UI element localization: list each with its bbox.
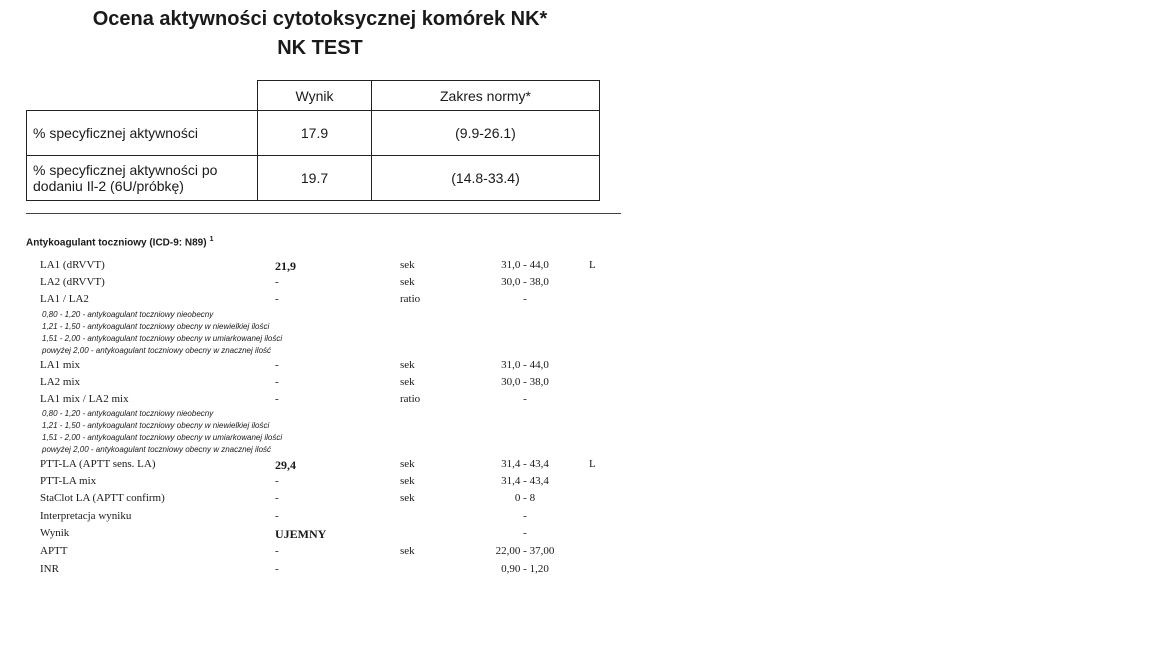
nk-header-range: Zakres normy* bbox=[372, 81, 600, 111]
test-value: 29,4 bbox=[275, 458, 296, 472]
test-name: LA2 (dRVVT) bbox=[40, 276, 105, 288]
test-range: - bbox=[523, 393, 527, 405]
nk-header-result: Wynik bbox=[258, 81, 372, 111]
test-name: PTT-LA (APTT sens. LA) bbox=[40, 458, 156, 470]
test-unit: sek bbox=[400, 376, 415, 388]
ratio-note: powyżej 2,00 - antykoagulant toczniowy obecny w znacznej ilość bbox=[42, 445, 272, 454]
test-value: - bbox=[275, 563, 279, 575]
test-name: Interpretacja wyniku bbox=[40, 510, 132, 522]
table-row bbox=[0, 492, 640, 506]
test-unit: sek bbox=[400, 458, 415, 470]
test-name: PTT-LA mix bbox=[40, 475, 97, 487]
nk-row-range: (9.9-26.1) bbox=[372, 111, 600, 156]
ratio-note: powyżej 2,00 - antykoagulant toczniowy obecny w znacznej ilość bbox=[42, 346, 272, 355]
test-value: - bbox=[275, 492, 279, 504]
footnote-marker: 1 bbox=[209, 236, 214, 243]
test-range: - bbox=[523, 510, 527, 522]
test-name: LA1 / LA2 bbox=[40, 293, 89, 305]
nk-row-value: 17.9 bbox=[258, 111, 372, 156]
test-flag: L bbox=[589, 458, 596, 470]
test-name: INR bbox=[40, 563, 59, 575]
table-row bbox=[0, 475, 640, 489]
test-name: Wynik bbox=[40, 527, 70, 539]
nk-row-value: 19.7 bbox=[258, 156, 372, 201]
test-unit: sek bbox=[400, 359, 415, 371]
test-value: - bbox=[275, 510, 279, 522]
test-value: UJEMNY bbox=[275, 527, 327, 541]
test-value: - bbox=[275, 393, 279, 405]
test-name: LA1 (dRVVT) bbox=[40, 259, 105, 271]
test-range: 30,0 - 38,0 bbox=[501, 276, 549, 288]
page-subtitle: NK TEST bbox=[277, 37, 363, 59]
test-unit: sek bbox=[400, 259, 415, 271]
test-value: - bbox=[275, 276, 279, 288]
table-row bbox=[0, 293, 640, 307]
table-row bbox=[0, 359, 640, 373]
test-range: - bbox=[523, 293, 527, 305]
test-value: - bbox=[275, 545, 279, 557]
test-name: APTT bbox=[40, 545, 68, 557]
test-flag: L bbox=[589, 259, 596, 271]
table-row bbox=[0, 259, 640, 273]
test-name: LA1 mix bbox=[40, 359, 81, 371]
test-value: - bbox=[275, 376, 279, 388]
table-row bbox=[0, 276, 640, 290]
test-unit: sek bbox=[400, 545, 415, 557]
test-range: 22,00 - 37,00 bbox=[495, 545, 555, 557]
test-range: 30,0 - 38,0 bbox=[501, 376, 549, 388]
test-range: 31,4 - 43,4 bbox=[501, 458, 549, 470]
ratio-note: 1,51 - 2,00 - antykoagulant toczniowy obecny w umiarkowanej ilości bbox=[42, 433, 283, 442]
ratio-note: 0,80 - 1,20 - antykoagulant toczniowy nieobecny bbox=[42, 310, 214, 319]
table-row bbox=[0, 376, 640, 390]
test-range: 31,0 - 44,0 bbox=[501, 359, 549, 371]
test-unit: ratio bbox=[400, 393, 421, 405]
test-value: - bbox=[275, 475, 279, 487]
ratio-note: 0,80 - 1,20 - antykoagulant toczniowy nieobecny bbox=[42, 409, 214, 418]
ratio-note: 1,21 - 1,50 - antykoagulant toczniowy obecny w niewielkiej ilości bbox=[42, 322, 270, 331]
test-value: - bbox=[275, 293, 279, 305]
ratio-note: 1,21 - 1,50 - antykoagulant toczniowy obecny w niewielkiej ilości bbox=[42, 421, 270, 430]
ratio-note: 1,51 - 2,00 - antykoagulant toczniowy obecny w umiarkowanej ilości bbox=[42, 334, 283, 343]
page-title: Ocena aktywności cytotoksycznej komórek NK* bbox=[92, 8, 548, 30]
table-row bbox=[0, 393, 640, 407]
test-range: 31,0 - 44,0 bbox=[501, 259, 549, 271]
test-unit: sek bbox=[400, 475, 415, 487]
test-name: LA1 mix / LA2 mix bbox=[40, 393, 129, 405]
test-range: 0,90 - 1,20 bbox=[501, 563, 549, 575]
table-row bbox=[0, 545, 640, 559]
table-row bbox=[0, 563, 640, 577]
nk-row-range: (14.8-33.4) bbox=[372, 156, 600, 201]
table-row bbox=[0, 458, 640, 472]
test-unit: sek bbox=[400, 492, 415, 504]
test-range: 0 - 8 bbox=[514, 492, 536, 504]
test-unit: ratio bbox=[400, 293, 421, 305]
table-row bbox=[0, 510, 640, 524]
test-range: - bbox=[523, 527, 527, 539]
table-row bbox=[0, 527, 640, 541]
nk-row-label: % specyficznej aktywności bbox=[27, 111, 258, 156]
test-range: 31,4 - 43,4 bbox=[501, 475, 549, 487]
test-name: StaClot LA (APTT confirm) bbox=[40, 492, 165, 504]
test-unit: sek bbox=[400, 276, 415, 288]
test-value: - bbox=[275, 359, 279, 371]
test-value: 21,9 bbox=[275, 259, 296, 273]
la-section-title-text: Antykoagulant toczniowy (ICD-9: N89) bbox=[26, 237, 207, 249]
test-name: LA2 mix bbox=[40, 376, 81, 388]
nk-row-label: % specyficznej aktywności po dodaniu Il-2 (6U/próbkę) bbox=[27, 156, 258, 201]
